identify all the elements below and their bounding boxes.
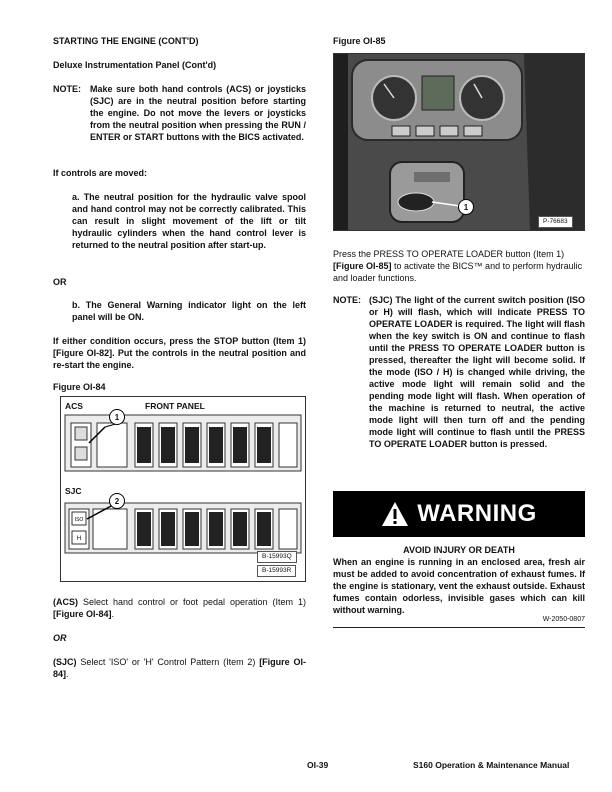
warning-subtitle: AVOID INJURY OR DEATH [403,545,515,555]
callout-1: 1 [109,409,125,425]
or-label-1: OR [53,277,67,287]
svg-text:H: H [76,536,82,542]
warning-code: W-2050-0807 [542,616,585,623]
sjc-figure-ref: [Figure OI-84] [53,657,306,679]
acs-text: Select hand control or foot pedal operation (Item 1) [78,597,306,607]
item-a-text: a. The neutral position for the hydraulic valve spool and hand control may not be correctly calibrated. This can result in slight movement of the lift or tilt hydraulic cylinders when the hand control lever is returned to the neutral position after start-up. [72,192,306,250]
either-condition-text: If either condition occurs, press the STOP button (Item 1) [Figure OI-82]. Put the controls in the neutral position and re-start the engine. [53,336,306,370]
or-label-2: OR [53,633,67,643]
figure-85 [333,53,585,231]
warning-banner [333,491,585,537]
page-number: OI-39 [307,760,329,770]
item-b-text: b. The General Warning indicator light on the left panel will be ON. [72,300,306,322]
sjc-switches [69,505,297,549]
section-heading: STARTING THE ENGINE (CONT'D) [53,36,199,46]
callout-2: 2 [109,493,125,509]
warning-triangle-icon [381,501,409,527]
figure-84-caption: Figure OI-84 [53,382,106,392]
warning-text: When an engine is running in an enclosed area, fresh air must be added to avoid concentration of exhaust fumes. If the engine is stationary, vent the exhaust outside. Exhaust fumes contain odorless, invisible gases which can kill without warning. [333,557,585,615]
manual-title: S160 Operation & Maintenance Manual [413,760,570,770]
note-text: Make sure both hand controls (ACS) or joysticks (SJC) are in the neutral position before starting the engine. Do not move the levers or joysticks from the neutral position when pressing the RUN / ENTER or START buttons with the BICS activated. [90,84,306,142]
acs-switches [71,423,297,467]
front-panel-label: FRONT PANEL [145,401,205,411]
note-label: NOTE: [53,84,81,94]
sjc-label: SJC [65,486,82,496]
warning-divider [333,627,585,628]
figure-ref-r: B-15993R [257,565,296,577]
acs-figure-ref: [Figure OI-84] [53,609,112,619]
subsection-heading: Deluxe Instrumentation Panel (Cont'd) [53,60,217,70]
note-text-right: (SJC) The light of the current switch position (ISO or H) will flash, which will indicate PRESS TO OPERATE LOADER is required. The light will flash when the key switch is ON and continue to flash until the PRESS TO OPERATE LOADER button is pressed, thereafter the light will become solid. If the mode (ISO / H) is changed while driving, the active mode light will remain solid and the pending mode light will flash. When operation of the machine is returned to neutral, the active mode light will then turn off and the pending mode light will continue to flash until the PRESS TO OPERATE LOADER button is pressed. [369,295,585,449]
sjc-lead: (SJC) [53,657,77,667]
figure-ref-q: B-15993Q [257,551,297,563]
svg-text:ISO: ISO [74,517,84,523]
acs-label: ACS [65,401,83,411]
sjc-text: Select 'ISO' or 'H' Control Pattern (Item 2) [76,657,260,667]
warning-title: WARNING [417,500,537,527]
sjc-paragraph: (SJC) Select 'ISO' or 'H' Control Pattern (Item 2) [Figure OI-84]. [53,657,306,679]
press-paragraph: Press the PRESS TO OPERATE LOADER button (Item 1) [Figure OI-85] to activate the BICS™ and to perform hydraulic and loader functions. [333,249,583,283]
acs-paragraph: (ACS) Select hand control or foot pedal operation (Item 1) [Figure OI-84]. [53,597,306,619]
note-block-right [333,294,585,450]
figure-85-caption: Figure OI-85 [333,36,386,46]
acs-lead: (ACS) [53,597,78,607]
note-label-right: NOTE: [333,295,361,305]
if-controls-moved: If controls are moved: [53,168,148,178]
figure-ref-p: P-76683 [538,216,573,228]
note-block-left [53,83,306,143]
callout-1-fig85: 1 [458,199,474,215]
press-figure-ref: [Figure OI-85] [333,261,392,271]
figure-84 [60,396,306,582]
